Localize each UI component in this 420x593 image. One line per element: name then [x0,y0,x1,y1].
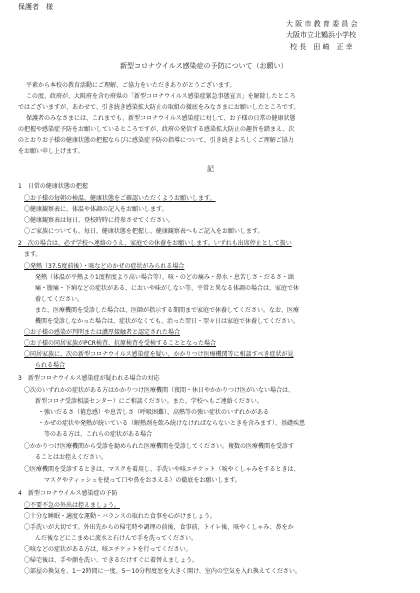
intro-line: この度、政府が、大阪府を含む府県の「新型コロナウイルス感染症緊急事態宣言」を解除したところ [26,93,296,100]
section-3-text: 等のある方は、これらの症状がある場合 [44,431,153,438]
section-2-heading [18,240,292,248]
section-2-item: 〇お子様の感染が判明または濃厚接触者と認定された場合 [24,329,181,336]
section-4-item: 〇十分な睡眠・適度な運動・バランスの取れた食事を心がけましょう。 [24,513,216,520]
intro-line: 保護者のみなさまには、これまでも、新型コロナウイルス感染症に対して、お子様の日常の健康状態 [26,115,296,122]
section-2-text: 養してください。 [35,296,84,303]
section-2-text: また、医療機関を受診した場合は、医師が指示する期間まで家庭で休養してください。なお、医療 [35,307,300,314]
intro-line: をお願い申し上げます。 [18,148,84,155]
section-1-item: 〇健康観察表は毎日、登校時時に持参させてください。 [24,217,175,224]
org-board-of-education: 大 阪 市 教 育 委 員 会 [286,20,358,28]
intro-line: ではございますが、あわせて、引き続き感染拡大防止の取組の徹底をみなさまにお願いしたところです。 [18,104,300,111]
section-1-item: 〇健康観察表に、体温や体調の記入をお願いします。 [24,206,168,213]
section-4-item: 〇咳などの症状がある方は、咳エチケットを行ってください。 [24,546,192,553]
section-2-text: 機関を受診しなかった場合は、症状がなくても、治った翌日・翌々日は家庭で休養してください。 [35,318,300,325]
document-title: 新型コロナウイルス感染症の予防について（お願い） [120,62,288,70]
section-3-item: 〇かかりつけ医療機関から受診を勧められた医療機関を受診してください。複数の医療機関を受診す [24,443,295,450]
ki-marker: 記 [207,165,214,173]
section-2-heading-text: 2 次の場合は、必ず学校へ連絡のうえ、家庭での休養をお願いします。いずれも出席停止として扱い [18,240,292,247]
section-3-text: マスクやティッシュを使って口や鼻をおさえる）の徹底をお願いします。 [44,477,241,484]
section-3-text: ・強いだるさ（倦怠感）や息苦しさ（呼吸困難）、高熱等の強い症状のいずれかがある [38,409,270,416]
intro-line: 平素から本校の教育活動にご理解、ご協力をいただきありがとうございます。 [26,82,236,89]
principal-name: 校 長 田 崎 正 幸 [290,43,353,51]
section-3-text: 新型コロナ受診相談センター）にご相談ください。また、学校へもご連絡ください。 [35,398,263,405]
section-1-item: 〇ご家族についても、毎日、健康状態を把握し、健康観察表へもご記入をお願いします。 [24,228,264,235]
section-2-text: 痛・腹痛・下痢などの症状がある、においや味がしない等、平常と異なる体調の場合は、家庭で休 [35,285,300,292]
section-2-heading-cont: ます。 [24,251,42,258]
section-2-item: 〇同居家族に、次の新型コロナウイルス感染症を疑い、かかりつけ医療機関等に相談すべき症状が見 [24,351,294,358]
section-4-item: 〇不要不急の外出は控えましょう。 [24,502,121,509]
section-2-text: 発熱（体温が平熱より1度程度より高い場合等）、咳・のどの痛み・鼻水・息苦しさ・だるさ・頭 [35,274,294,281]
section-3-item: 〇次のいずれかの症状がある方はかかりつけ医療機関（夜間・休日やかかりつけ医がいない場合は、 [24,387,295,394]
section-4-heading: 4 新型コロナウイルス感染症の予防 [18,490,118,497]
section-3-text: ることはお控えください。 [35,454,108,461]
section-3-item: 〇医療機関を受診するときは、マスクを着用し、手洗いや咳エチケット（咳やくしゃみをするときは、 [24,466,300,473]
section-3-text: ・かぜの症状や発熱が続いている（解熱剤を飲み続けなければならないときを含みます）、基礎疾患 [38,420,306,427]
intro-line: のとおりお子様の健康状態の把握ならびに感染症予防の指導について、引き続きよろしくご理解ご協力 [18,137,294,144]
addressee: 保護者 様 [18,3,53,11]
section-1-heading: 1 日常の健康状態の把握 [18,183,88,190]
section-2-item: 〇お子様の同居家族がPCR検査、抗原検査を受検することとなった場合 [24,340,216,347]
org-school: 大阪市立北鶴浜小学校 [286,31,356,39]
section-3-heading: 3 新型コロナウイルス感染症が疑われる場合の対応 [18,375,160,382]
section-2-item-cont: られる場合 [35,362,66,369]
section-4-item: 〇帰宅後は、手や顔を洗い、できるだけすぐに着替えましょう。 [24,557,199,564]
intro-line: の把握や感染症予防をお願いしているところですが、政府の発信する感染拡大防止の趣旨を踏まえ、次 [18,126,295,133]
section-4-item: 〇手洗いが大切です。外出先からの帰宅時や調理の前後、食事前、トイレ後、咳やくしゃみ、鼻をか [24,524,294,531]
section-4-text: んだ後などにこまめに流水と石けんで手を洗ってください。 [35,535,198,542]
section-2-item: 〇発熱（37.5度前後）・咳などのかぜの症状がみられる場合 [24,263,185,270]
section-4-item: 〇部屋の換気を、1～2時間に一度、5～10分程度窓を大きく開け、室内の空気を入れ換えてください。 [24,568,301,575]
section-1-item: 〇お子様の毎朝の検温、健康状態をご確認いただくようお願いします。 [24,195,216,202]
